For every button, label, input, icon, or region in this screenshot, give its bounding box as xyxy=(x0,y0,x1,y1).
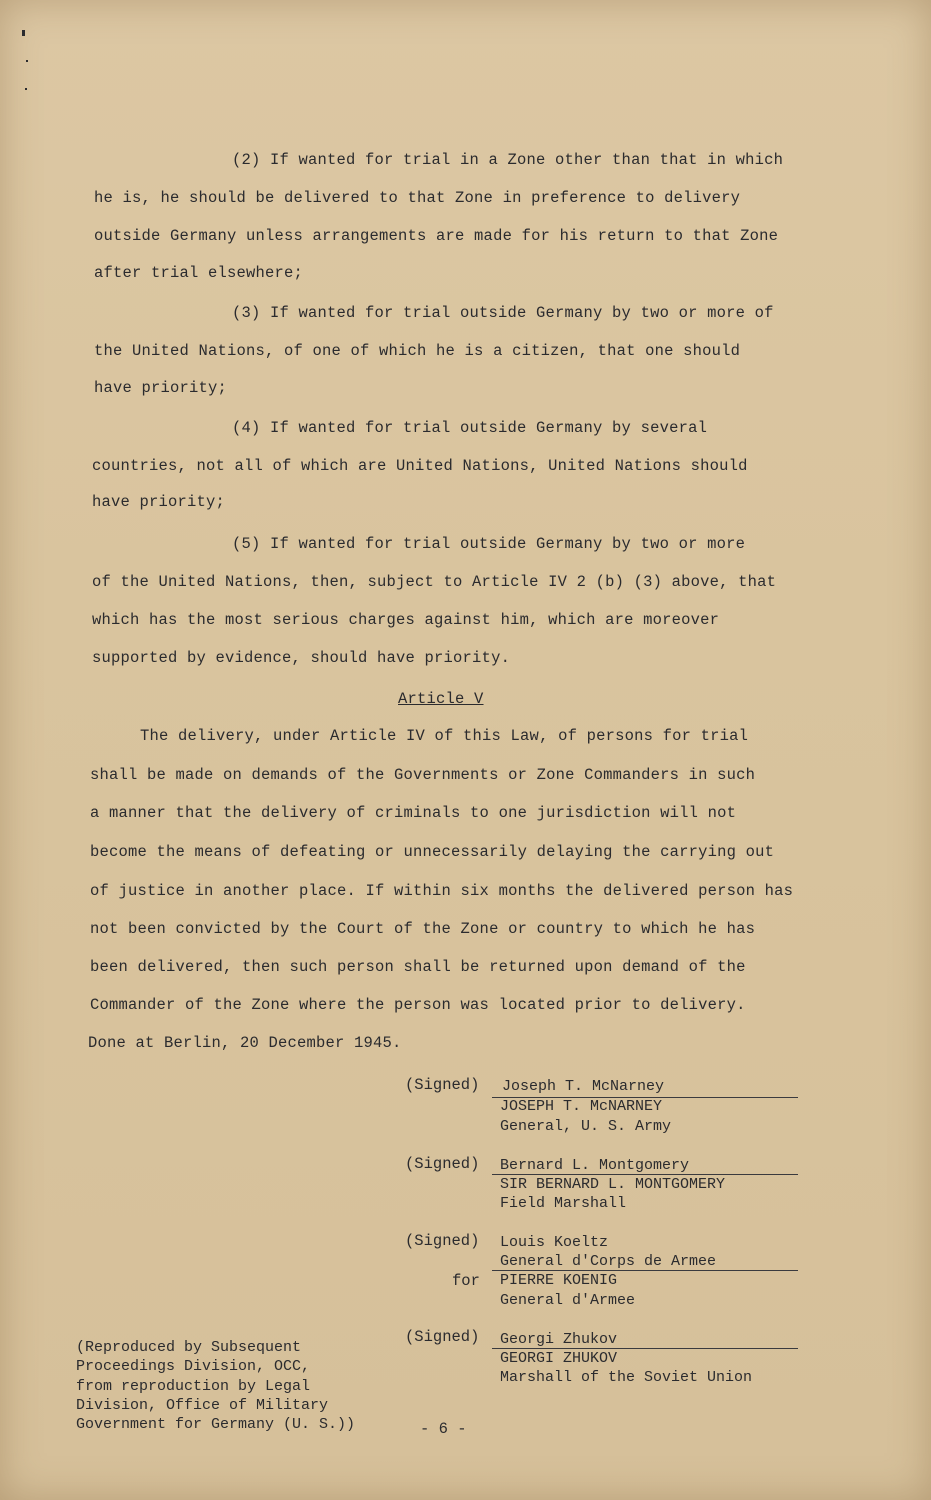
name-zhukov: GEORGI ZHUKOV xyxy=(500,1350,618,1367)
margin-mark xyxy=(22,30,25,36)
title-montgomery: Field Marshall xyxy=(500,1195,627,1212)
name-montgomery: SIR BERNARD L. MONTGOMERY xyxy=(500,1176,726,1193)
signed-label: (Signed) xyxy=(405,1328,480,1346)
body-line: outside Germany unless arrangements are made for his return to that Zone xyxy=(94,227,779,245)
body-line: (4) If wanted for trial outside Germany by several xyxy=(232,419,708,437)
signature-koeltz: Louis Koeltz xyxy=(500,1234,609,1251)
body-line: (3) If wanted for trial outside Germany by two or more of xyxy=(232,304,774,322)
body-line: the United Nations, of one of which he is a citizen, that one should xyxy=(94,342,741,360)
article-line: of justice in another place. If within six months the delivered person has xyxy=(90,882,794,900)
footnote-line: Government for Germany (U. S.)) xyxy=(76,1416,356,1433)
signed-label: (Signed) xyxy=(405,1232,480,1250)
article-line: not been convicted by the Court of the Zone or country to which he has xyxy=(90,920,756,938)
footnote-line: from reproduction by Legal xyxy=(76,1378,311,1395)
for-label: for xyxy=(452,1272,480,1290)
article-line: shall be made on demands of the Governments or Zone Commanders in such xyxy=(90,766,756,784)
footnote-line: Proceedings Division, OCC, xyxy=(76,1358,311,1375)
article-heading: Article V xyxy=(398,690,484,708)
article-line: a manner that the delivery of criminals to one jurisdiction will not xyxy=(90,804,737,822)
body-line: which has the most serious charges against him, which are moreover xyxy=(92,611,720,629)
name-mcnarney: JOSEPH T. McNARNEY xyxy=(500,1098,663,1115)
signature-mcnarney: Joseph T. McNarney xyxy=(502,1078,665,1095)
margin-dot xyxy=(26,60,28,62)
article-line: Commander of the Zone where the person was located prior to delivery. xyxy=(90,996,746,1014)
title-zhukov: Marshall of the Soviet Union xyxy=(500,1369,753,1386)
deputy-title-koeltz: General d'Corps de Armee xyxy=(500,1253,717,1270)
body-line: (2) If wanted for trial in a Zone other than that in which xyxy=(232,151,784,169)
body-line: he is, he should be delivered to that Zone in preference to delivery xyxy=(94,189,741,207)
footnote-line: (Reproduced by Subsequent xyxy=(76,1339,302,1356)
signature-zhukov: Georgi Zhukov xyxy=(500,1331,618,1348)
signed-label: (Signed) xyxy=(405,1076,480,1094)
body-line: have priority; xyxy=(94,379,228,397)
body-line: of the United Nations, then, subject to Article IV 2 (b) (3) above, that xyxy=(92,573,777,591)
article-line: become the means of defeating or unnecessarily delaying the carrying out xyxy=(90,843,775,861)
title-mcnarney: General, U. S. Army xyxy=(500,1118,672,1135)
signed-label: (Signed) xyxy=(405,1155,480,1173)
body-line: supported by evidence, should have priority. xyxy=(92,649,511,667)
body-line: after trial elsewhere; xyxy=(94,264,304,282)
body-line: (5) If wanted for trial outside Germany by two or more xyxy=(232,535,746,553)
name-koenig: PIERRE KOENIG xyxy=(500,1272,618,1289)
signature-montgomery: Bernard L. Montgomery xyxy=(500,1157,690,1174)
done-line: Done at Berlin, 20 December 1945. xyxy=(88,1034,402,1052)
margin-dot xyxy=(25,88,27,90)
body-line: countries, not all of which are United Nations, United Nations should xyxy=(92,457,748,475)
footnote-line: Division, Office of Military xyxy=(76,1397,329,1414)
article-line: been delivered, then such person shall be returned upon demand of the xyxy=(90,958,746,976)
article-line: The delivery, under Article IV of this Law, of persons for trial xyxy=(140,727,749,745)
page-number: - 6 - xyxy=(420,1420,467,1438)
body-line: have priority; xyxy=(92,493,226,511)
title-koenig: General d'Armee xyxy=(500,1292,636,1309)
